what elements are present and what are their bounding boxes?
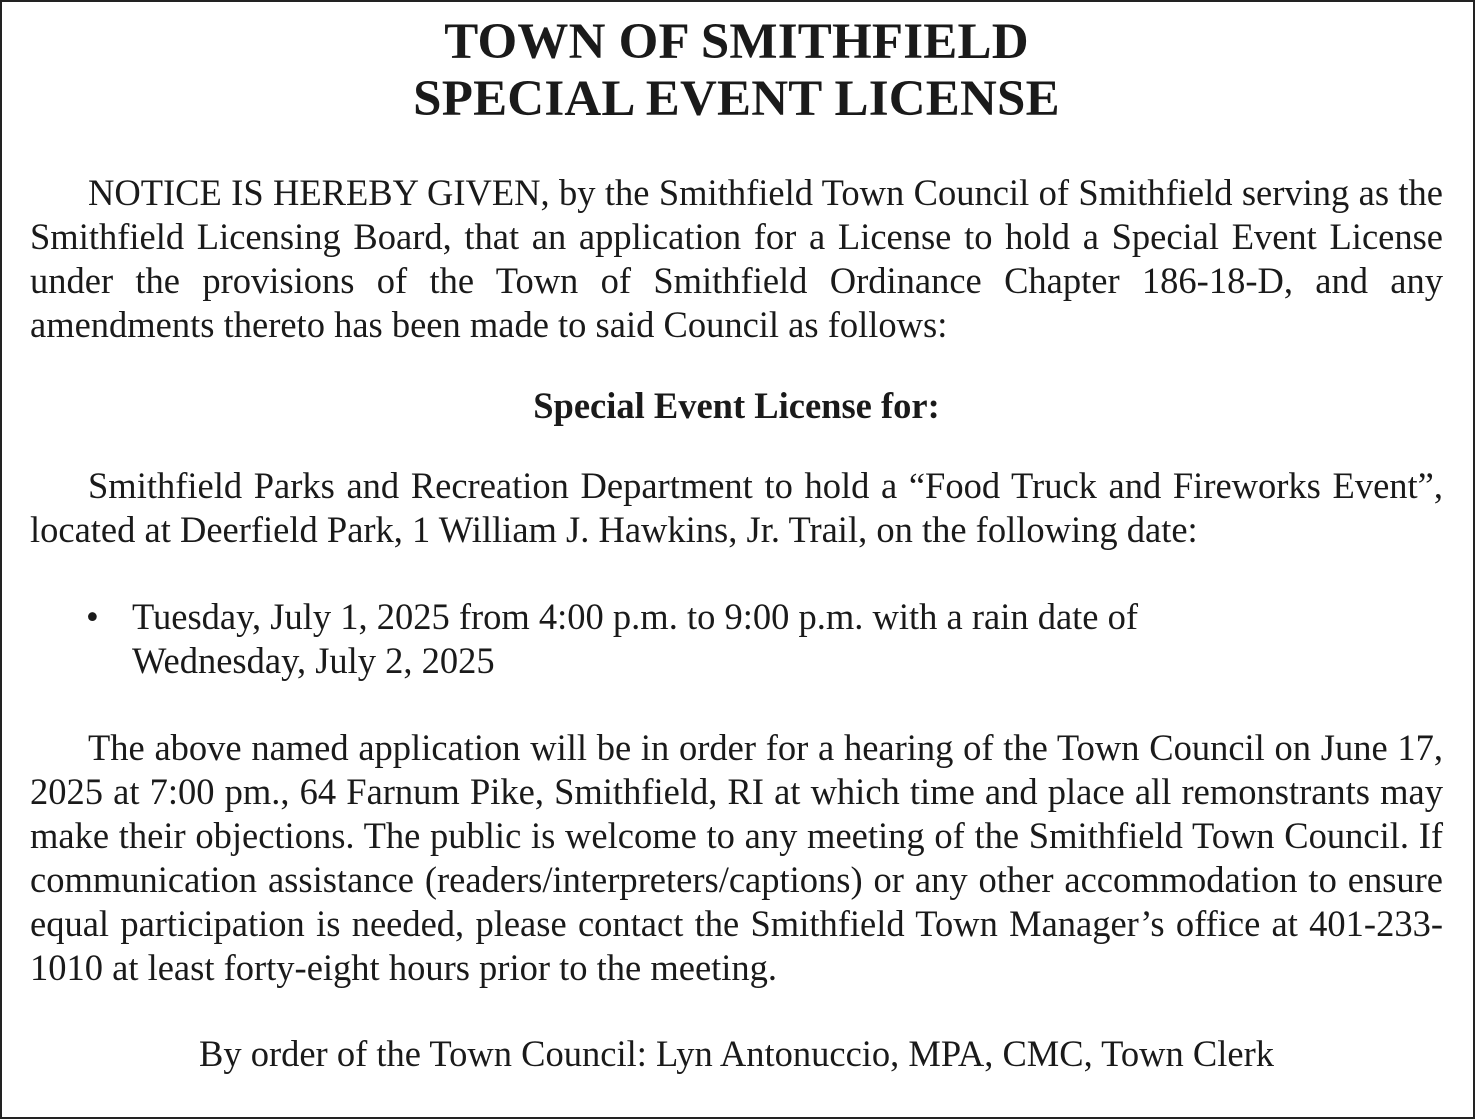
signature-line: By order of the Town Council: Lyn Antonuccio, MPA, CMC, Town Clerk — [198, 1033, 1275, 1074]
notice-title — [30, 14, 1443, 128]
title-line-1: TOWN OF SMITHFIELD — [444, 14, 1029, 70]
title-line-2: SPECIAL EVENT LICENSE — [413, 71, 1060, 127]
hearing-paragraph: The above named application will be in order for a hearing of the Town Council on June 17, 2025 at 7:00 pm., 64 Farnum Pike, Smithfield, RI at which time and place all remonstrants may make their objections. The public is welcome to any meeting of the Smithfield Town Council. If communication assistance (readers/interpreters/captions) or any other accommodation to ensure equal participation is needed, please contact the Smithfield Town Manager’s office at 401-233-1010 at least forty-eight hours prior to the meeting. — [30, 727, 1443, 988]
event-date-text: Tuesday, July 1, 2025 from 4:00 p.m. to 9:00 p.m. with a rain date of Wednesday, July 2, 2025 — [132, 596, 1139, 681]
event-dates-list — [30, 595, 1443, 683]
intro-paragraph: NOTICE IS HEREBY GIVEN, by the Smithfield Town Council of Smithfield serving as the Smithfield Licensing Board, that an application for a License to hold a Special Event License under the provisions of the Town of Smithfield Ordinance Chapter 186-18-D, and any amendments thereto has been made to said Council as follows: — [30, 172, 1443, 345]
license-subheading: Special Event License for: — [533, 385, 940, 426]
event-date-item — [30, 595, 1232, 683]
bullet-icon: • — [86, 596, 99, 637]
event-paragraph: Smithfield Parks and Recreation Department to hold a “Food Truck and Fireworks Event”, located at Deerfield Park, 1 William J. Hawkins, Jr. Trail, on the following date: — [30, 465, 1443, 550]
